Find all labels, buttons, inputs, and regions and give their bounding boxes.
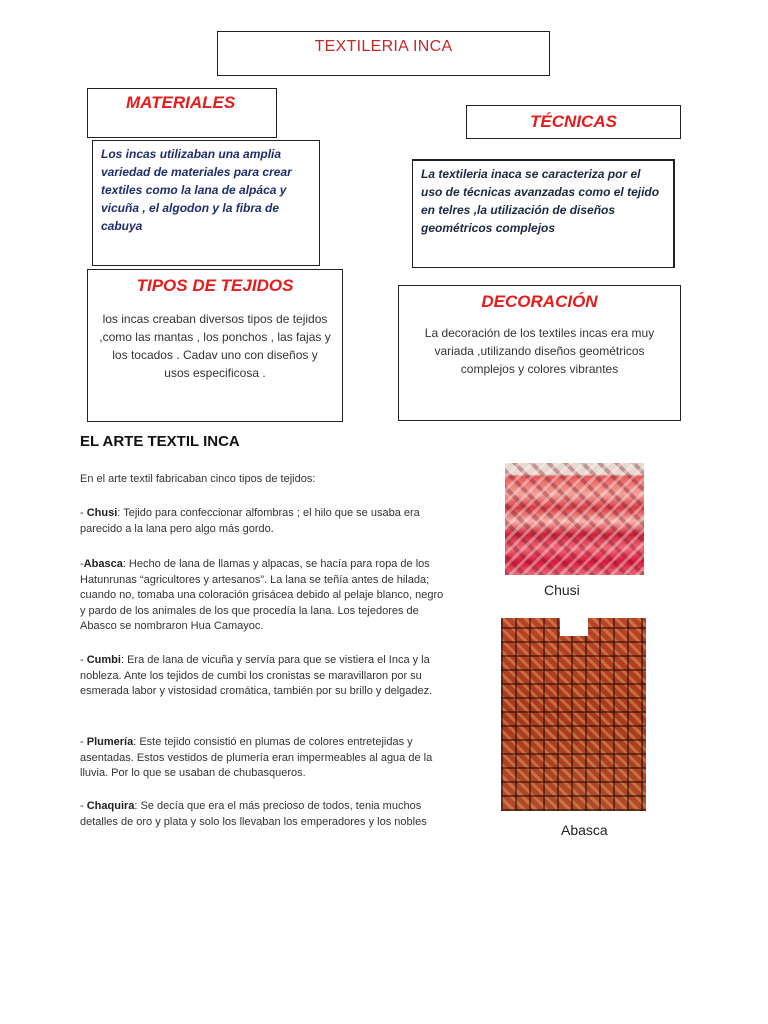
tipos-body: los incas creaban diversos tipos de tejidos ,como las mantas , los ponchos , las fajas y los tocados . Cadav uno con diseños y usos especificosa . [99,312,331,380]
abasca-caption: Abasca [561,822,608,838]
materiales-body: Los incas utilizaban una amplia variedad de materiales para crear textiles como la lana de alpáca y vicuña , el algodon y la fibra de cabuya [101,147,292,233]
materiales-body-box [92,140,320,266]
item-text: : Hecho de lana de llamas y alpacas, se hacía para ropa de los Hatunrunas “agricultores y artesanos”. La lana se teñía antes de hilada; cuando no, tomaba una coloración grisácea debido al pelaje blanco, negro y pardo de los animales de los que procedía la lana. Los tejedores de Abasco se nombraron Hua Camayoc. [80,558,444,632]
item-text: : Se decía que era el más precioso de todos, tenia muchos detalles de oro y plata y solo los llevaban los emperadores y los nobles [80,800,427,828]
materiales-heading-box [87,88,277,138]
tecnicas-heading: TÉCNICAS [530,112,617,131]
item-prefix: - [80,507,87,519]
abasca-neck-opening [560,618,588,636]
item-prefix: - [80,558,84,570]
item-text: : Era de lana de vicuña y servía para que se vistiera el Inca y la nobleza. Ante los tejidos de cumbi los cronistas se maravillaron por su esmerada labor y vistosidad cromática, también por su brillo y delgadez. [80,654,433,697]
chusi-caption: Chusi [544,582,580,598]
item-prefix: - [80,800,87,812]
item-text: : Este tejido consistió en plumas de colores entretejidas y asentadas. Estos vestidos de plumería eran impermeables al agua de la lluvia. Por lo que se usaban de chubasqueros. [80,736,433,779]
tecnicas-heading-box [466,105,681,139]
tipos-box [87,269,343,422]
item-chaquira [80,799,450,830]
decoracion-heading: DECORACIÓN [481,292,598,311]
tecnicas-body: La textileria inaca se caracteriza por el uso de técnicas avanzadas como el tejido en telres ,la utilización de diseños geométricos complejos [421,167,660,235]
decoracion-box [398,285,681,421]
item-abasca [80,557,450,635]
item-plumeria [80,735,450,782]
item-term: Abasca [83,558,123,570]
page-title: TEXTILERIA INCA [314,38,453,55]
tipos-heading: TIPOS DE TEJIDOS [136,276,294,295]
item-prefix: - [80,654,87,666]
arte-intro: En el arte textil fabricaban cinco tipos de tejidos: [80,473,316,485]
title-box [217,31,550,76]
item-cumbi [80,653,450,700]
tecnicas-body-box [412,159,675,268]
decoracion-body: La decoración de los textiles incas era muy variada ,utilizando diseños geométricos complejos y colores vibrantes [424,326,655,376]
item-term: Chaquira [86,800,135,812]
materiales-heading: MATERIALES [126,93,236,112]
arte-title: EL ARTE TEXTIL INCA [80,433,240,450]
chusi-textile-image [505,463,644,575]
item-term: Plumería [86,736,134,748]
abasca-textile-image [501,618,646,811]
item-prefix: - [80,736,87,748]
item-chusi [80,506,450,537]
item-term: Cumbi [86,654,121,666]
item-text: : Tejido para confeccionar alfombras ; el hilo que se usaba era parecido a la lana pero algo más gordo. [80,507,420,535]
item-term: Chusi [86,507,118,519]
